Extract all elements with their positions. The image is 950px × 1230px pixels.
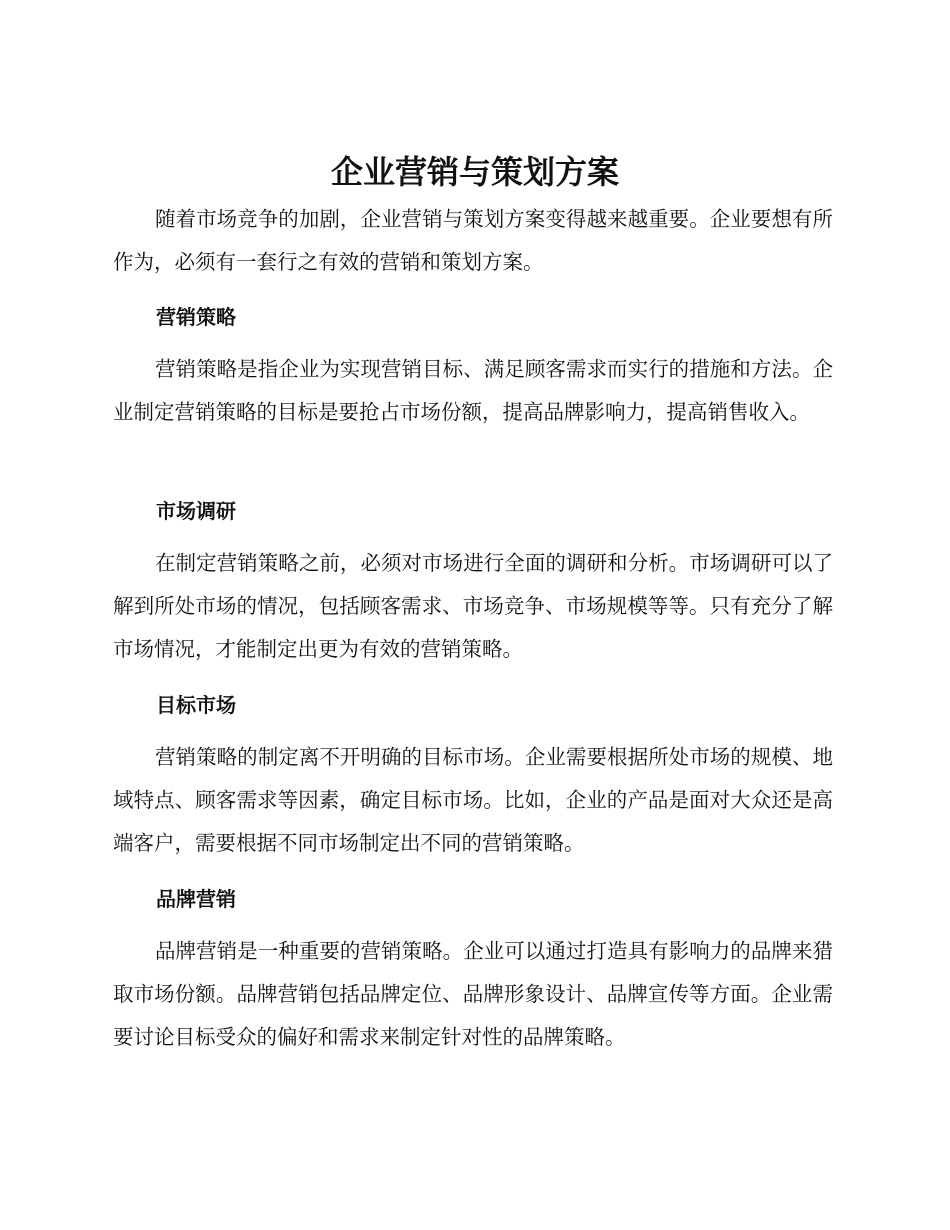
section-body-target-market: 营销策略的制定离不开明确的目标市场。企业需要根据所处市场的规模、地域特点、顾客需求等因素，确定目标市场。比如，企业的产品是面对大众还是高端客户，需要根据不同市场制定出不同的营销策略。 [113, 745, 833, 855]
intro-paragraph: 随着市场竞争的加剧，企业营销与策划方案变得越来越重要。企业要想有所作为，必须有一套行之有效的营销和策划方案。 [113, 207, 833, 274]
document-title: 企业营销与策划方案 [330, 153, 619, 191]
section-heading-market-research: 市场调研 [156, 499, 236, 523]
section-heading-brand-marketing: 品牌营销 [156, 887, 236, 911]
section-heading-marketing-strategy: 营销策略 [156, 305, 236, 329]
section-heading-target-market: 目标市场 [156, 693, 236, 717]
section-body-market-research: 在制定营销策略之前，必须对市场进行全面的调研和分析。市场调研可以了解到所处市场的情况，包括顾客需求、市场竞争、市场规模等等。只有充分了解市场情况，才能制定出更为有效的营销策略。 [113, 551, 833, 661]
section-body-marketing-strategy: 营销策略是指企业为实现营销目标、满足顾客需求而实行的措施和方法。企业制定营销策略的目标是要抢占市场份额，提高品牌影响力，提高销售收入。 [113, 357, 833, 424]
section-body-brand-marketing: 品牌营销是一种重要的营销策略。企业可以通过打造具有影响力的品牌来猎取市场份额。品牌营销包括品牌定位、品牌形象设计、品牌宣传等方面。企业需要讨论目标受众的偏好和需求来制定针对性的品牌策略。 [113, 939, 833, 1049]
